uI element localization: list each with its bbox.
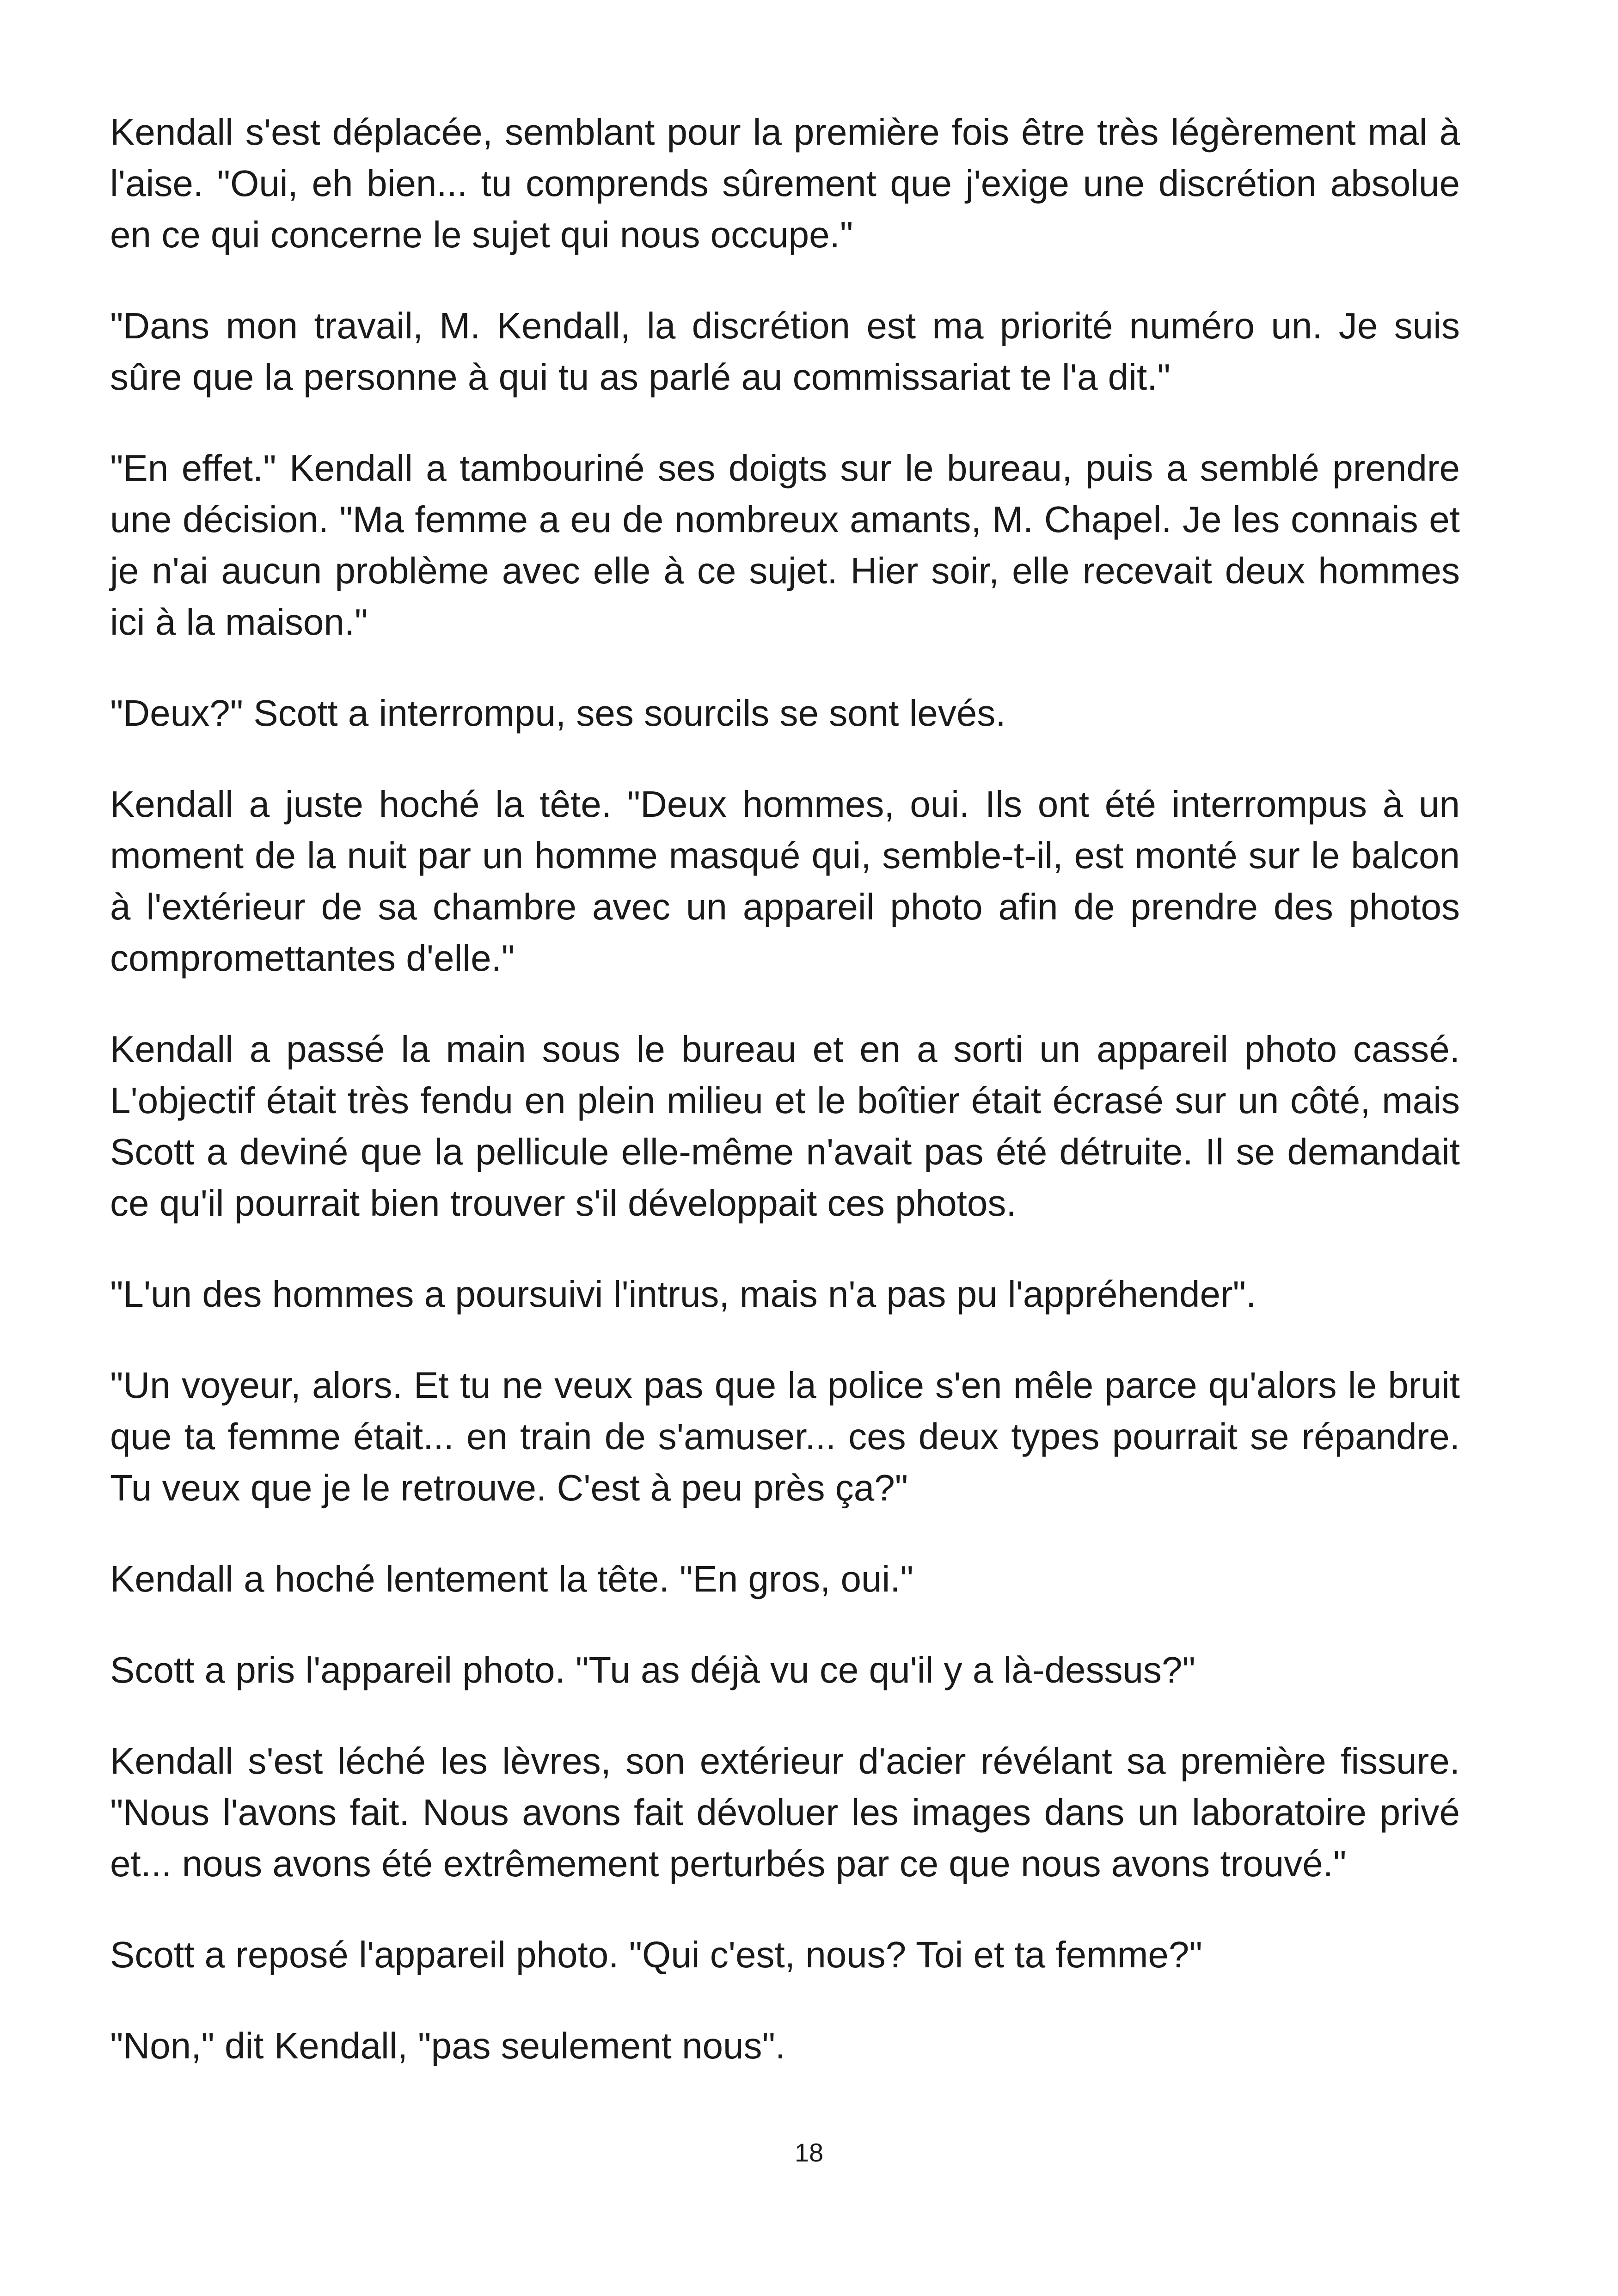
paragraph: "L'un des hommes a poursuivi l'intrus, mais n'a pas pu l'appréhender". <box>110 1274 1256 1315</box>
paragraph: "Non," dit Kendall, "pas seulement nous". <box>110 2025 786 2066</box>
paragraph: Kendall a hoché lentement la tête. "En gros, oui." <box>110 1558 913 1599</box>
page-body <box>110 106 1460 2071</box>
paragraph: "Un voyeur, alors. Et tu ne veux pas que la police s'en mêle parce qu'alors le bruit que ta femme était... en train de s'amuser... ces deux types pourrait se répandre. Tu veux que je le retrouve. C'est à peu près ça?" <box>110 1365 1460 1508</box>
paragraph: Kendall s'est léché les lèvres, son extérieur d'acier révélant sa première fissure. "Nous l'avons fait. Nous avons fait dévoluer les images dans un laboratoire privé et... nous avons été extrêmement perturbés par ce que nous avons trouvé." <box>110 1740 1460 1884</box>
paragraph: Scott a reposé l'appareil photo. "Qui c'est, nous? Toi et ta femme?" <box>110 1934 1202 1975</box>
paragraph: "Deux?" Scott a interrompu, ses sourcils se sont levés. <box>110 692 1006 734</box>
paragraph: Kendall s'est déplacée, semblant pour la première fois être très légèrement mal à l'aise. "Oui, eh bien... tu comprends sûrement que j'exige une discrétion absolue en ce qui concerne le sujet qui nous occupe." <box>110 111 1460 255</box>
paragraph: Kendall a juste hoché la tête. "Deux hommes, oui. Ils ont été interrompus à un moment de la nuit par un homme masqué qui, semble-t-il, est monté sur le balcon à l'extérieur de sa chambre avec un appareil photo afin de prendre des photos compromettantes d'elle." <box>110 784 1460 979</box>
paragraph: "En effet." Kendall a tambouriné ses doigts sur le bureau, puis a semblé prendre une décision. "Ma femme a eu de nombreux amants, M. Chapel. Je les connais et je n'ai aucun problème avec elle à ce sujet. Hier soir, elle recevait deux hommes ici à la maison." <box>110 447 1460 643</box>
paragraph: Kendall a passé la main sous le bureau et en a sorti un appareil photo cassé. L'objectif était très fendu en plein milieu et le boîtier était écrasé sur un côté, mais Scott a deviné que la pellicule elle-même n'avait pas été détruite. Il se demandait ce qu'il pourrait bien trouver s'il développait ces photos. <box>110 1029 1460 1224</box>
paragraph: "Dans mon travail, M. Kendall, la discrétion est ma priorité numéro un. Je suis sûre que la personne à qui tu as parlé au commissariat te l'a dit." <box>110 305 1460 398</box>
page-number: 18 <box>794 2138 824 2167</box>
paragraph: Scott a pris l'appareil photo. "Tu as déjà vu ce qu'il y a là-dessus?" <box>110 1649 1195 1690</box>
